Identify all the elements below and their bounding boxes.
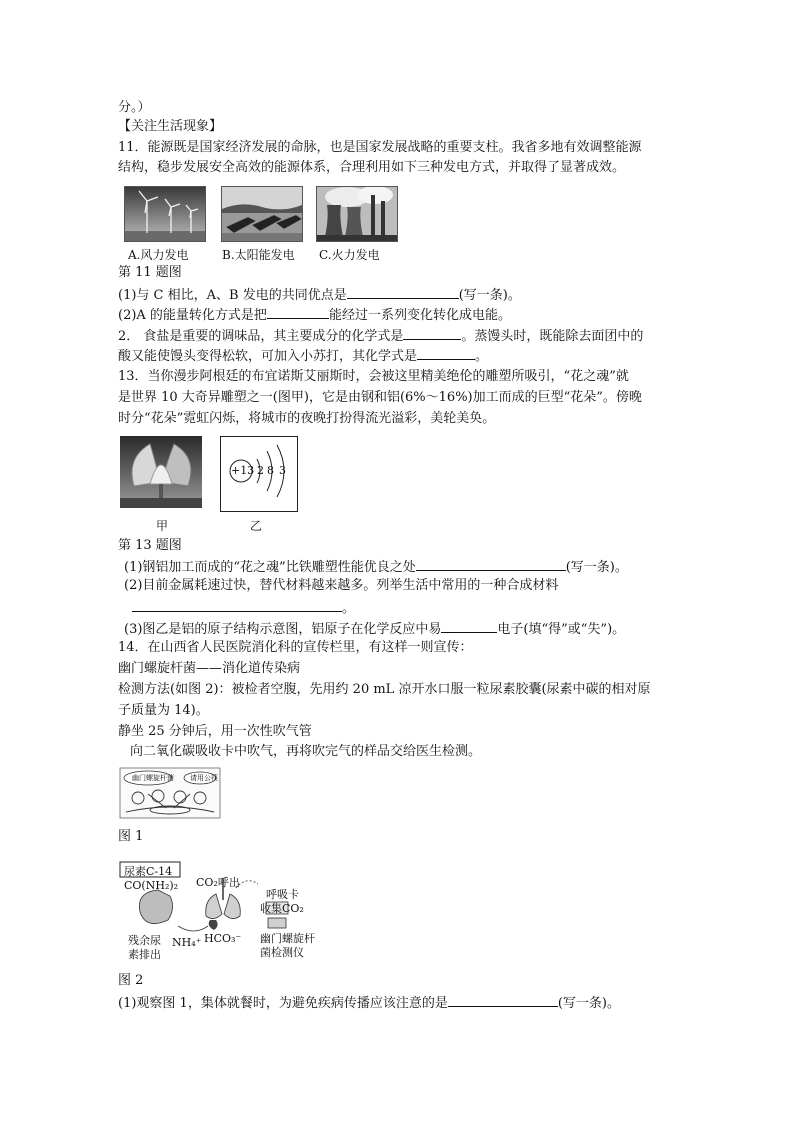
question-13-text: 13．当你漫步阿根廷的布宜诺斯艾丽斯时，会被这里精美绝伦的雕塑所吸引，“花之魂”就 [118,369,629,384]
caption-wind: A.风力发电 [128,248,189,262]
detector-label: 幽门螺旋杆 [260,932,315,945]
question-14-part-1 [118,993,620,1013]
answer-blank[interactable] [416,557,566,571]
ammonium-label: NH₄⁺ [172,936,202,949]
question-14-text: 幽门螺旋杆菌——消化道传染病 [118,661,301,676]
question-14-text: 14．在山西省人民医院消化科的宣传栏里，有这样一则宣传： [118,640,473,655]
cartoon-banner: 幽门螺旋杆菌 [132,774,174,782]
question-text: 。 [342,601,356,616]
co2-exhale-label: CO₂呼出 [196,876,240,889]
question-text: (1)观察图 1，集体就餐时，为避免疾病传播应该注意的是 [118,996,448,1011]
question-13-part-3 [124,619,625,639]
question-text: 。 [475,349,489,364]
caption-thermal: C.火力发电 [319,248,380,262]
urea-c14-label: 尿素C-14 [124,865,173,878]
question-14-text: 向二氧化碳吸收卡中吹气，再将吹完气的样品交给医生检测。 [130,744,482,759]
figure-caption: 图 2 [118,973,144,988]
question-text: (写一条)。 [565,560,628,575]
question-12-text [118,326,643,346]
flower-sculpture-photo [120,436,202,508]
question-14-text: 静坐 25 分钟后，用一次性吹气管 [118,724,312,739]
question-text: (写一条)。 [458,288,521,303]
question-11-text: 结构，稳步发展安全高效的能源体系，合理利用如下三种发电方式，并取得了显著成效。 [118,160,626,175]
dining-cartoon [118,766,222,820]
shell-electrons: 8 [267,464,274,477]
urea-formula: CO(NH₂)₂ [124,879,179,892]
question-14-text: 子质量为 14)。 [118,703,209,718]
question-text: (写一条)。 [557,996,620,1011]
shell-electrons: 3 [279,464,286,477]
question-text: (1)钢铝加工而成的“花之魂”比铁雕塑性能优良之处 [124,560,416,575]
figure-caption: 图 1 [118,829,144,844]
answer-blank[interactable] [403,326,461,340]
figure-caption: 第 11 题图 [118,265,182,280]
caption-solar: B.太阳能发电 [222,248,295,262]
answer-blank[interactable] [448,993,558,1007]
urea-breath-test-diagram [118,860,338,966]
question-13-part-2-answer [132,598,355,618]
detector-label: 菌检测仪 [260,946,304,959]
thermal-power-photo [316,186,398,242]
question-13-part-1 [124,557,628,577]
section-heading: 【关注生活现象】 [118,119,223,134]
nucleus-charge: +13 [231,464,255,477]
question-text: (1)与 C 相比，A、B 发电的共同优点是 [118,288,347,303]
caption-yi: 乙 [250,519,263,533]
question-text: 。蒸馒头时，既能除去面团中的 [461,329,644,344]
question-text: 2． 食盐是重要的调味品，其主要成分的化学式是 [118,329,404,344]
collect-co2-label: 收集CO₂ [260,902,304,915]
answer-blank[interactable] [417,346,475,360]
question-11-text: 11．能源既是国家经济发展的命脉，也是国家发展战略的重要支柱。我省多地有效调整能源 [118,140,642,155]
question-14-text: 检测方法(如图 2)：被检者空腹，先用约 20 mL 凉开水口服一粒尿素胶囊(尿素中碳的相对原 [118,682,651,697]
answer-blank[interactable] [347,285,459,299]
answer-blank[interactable] [132,598,342,612]
question-text: (2)A 的能量转化方式是把 [118,308,267,323]
bicarbonate-label: HCO₃⁻ [204,932,242,945]
question-11-part-1 [118,285,521,305]
question-12-text [118,346,488,366]
question-13-text: 时分“花朵”霓虹闪烁，将城市的夜晚打扮得流光溢彩，美轮美奂。 [118,411,496,426]
question-text: 能经过一系列变化转化成电能。 [328,308,511,323]
question-11-part-2 [118,305,511,325]
aluminum-atom-diagram [220,436,298,512]
answer-blank[interactable] [441,619,497,633]
caption-jia: 甲 [156,519,169,533]
wind-power-photo [124,186,206,242]
question-13-part-2: (2)目前金属耗速过快，替代材料越来越多。列举生活中常用的一种合成材料 [124,578,559,593]
question-text: (3)图乙是铝的原子结构示意图，铝原子在化学反应中易 [124,622,442,637]
answer-blank[interactable] [267,305,329,319]
shell-electrons: 2 [257,464,264,477]
text-line: 分。） [118,100,151,115]
cartoon-note: 请用公筷 [190,774,218,782]
residual-urea-label: 素排出 [128,948,161,961]
solar-power-photo [221,186,303,242]
question-13-text: 是世界 10 大奇异雕塑之一(图甲)，它是由钢和铝(6%～16%)加工而成的巨型“花朵”。傍晚 [118,390,642,405]
question-text: 酸又能使馒头变得松软，可加入小苏打，其化学式是 [118,349,418,364]
breath-card-label: 呼吸卡 [266,888,299,901]
figure-caption: 第 13 题图 [118,538,182,553]
question-text: 电子(填“得”或“失”)。 [497,622,626,637]
residual-urea-label: 残余尿 [128,934,161,947]
